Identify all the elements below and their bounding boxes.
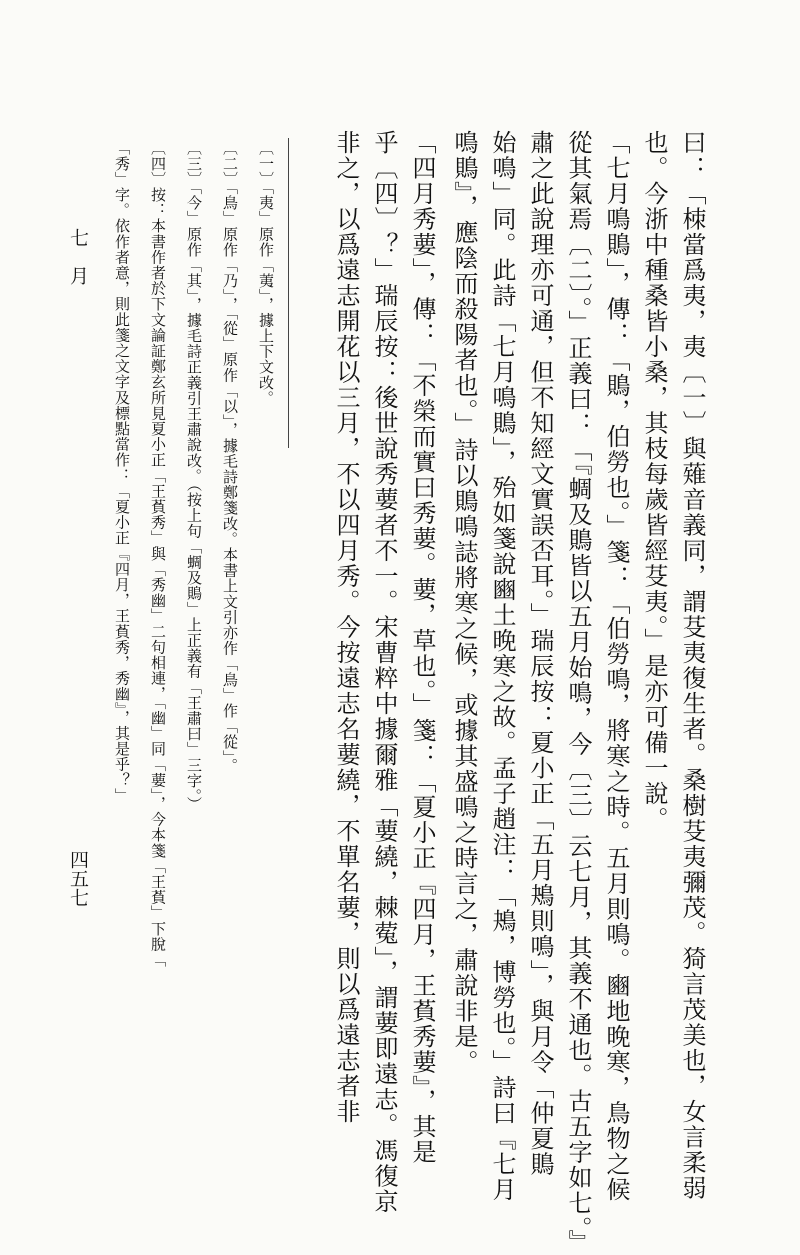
main-column-5: 肅之此說理亦可通，但不知經文實誤否耳。」瑞辰按：夏小正「五月鴂則鳴」，與月令「仲夏鵙: [526, 130, 554, 1177]
main-column-7: 鳴鵙』，應陰而殺陽者也。」詩以鵙鳴誌將寒之候，或據其盛鳴之時言之，肅說非是。: [450, 130, 478, 1075]
note-4: 〔四〕按：本書作者於下文論証鄭玄所見夏小正「王萯秀」與「秀幽」二句相連，「幽」同「葽」，今本箋「王萯」下脫「: [149, 140, 167, 968]
main-column-9: 乎〔四〕？」瑞辰按：後世說秀葽者不一。宋曹粹中據爾雅「葽繞，棘蒬」，謂葽即遠志。馮復京: [370, 130, 398, 1215]
main-column-2: 也。今浙中種桑皆小桑，其枝每歲皆經芟夷。」是亦可備一說。: [640, 130, 668, 832]
main-column-10: 非之，以爲遠志開花以三月，不以四月秀。今按遠志名葽繞，不單名葽，則以爲遠志者非: [332, 130, 360, 1125]
main-column-4: 從其氣焉〔二〕。」正義曰：「『蜩及鵙皆以五月始鳴，今〔三〕云七月，其義不通也。古五字如七。』: [564, 130, 592, 1255]
main-column-8: 「四月秀葽」，傳：「不榮而實曰秀葽。葽，草也。」箋：「夏小正『四月，王萯秀葽』，其是: [408, 130, 436, 1165]
notes-separator-rule: [288, 138, 289, 448]
main-column-1: 曰：「栜當爲夷，夷〔一〕與薙音義同，謂芟夷復生者。桑樹芟夷彌茂。猗言茂美也，女言柔弱: [678, 130, 706, 1201]
main-column-3: 「七月鳴鵙」，傳：「鵙，伯勞也。」箋：「伯勞鳴，將寒之時。五月則鳴。豳地晚寒，鳥物之候: [602, 130, 630, 1203]
page-number: 四五七: [67, 850, 89, 907]
note-5: 「秀」字。依作者意，則此箋之文字及標點當作：「夏小正『四月，王萯秀，秀幽』，其是乎？」: [113, 140, 131, 804]
running-header-month: 七 月: [67, 228, 89, 285]
main-column-6: 始鳴」同。此詩「七月鳴鵙」，殆如箋說豳土晚寒之故。孟子趙注：「鴂，博勞也。」詩曰『七月: [488, 130, 516, 1203]
note-3: 〔三〕「今」原作「其」，據毛詩正義引王肅說改。（按上句「蜩及鵙」上正義有「王肅曰」三字。）: [185, 140, 203, 812]
note-1: 〔一〕「夷」原作「荑」，據上下文改。: [257, 140, 275, 406]
note-2: 〔二〕「鳥」原作「乃」，「從」原作「以」，據毛詩鄭箋改。本書上文引亦作「鳥」作「從」。: [221, 140, 239, 774]
